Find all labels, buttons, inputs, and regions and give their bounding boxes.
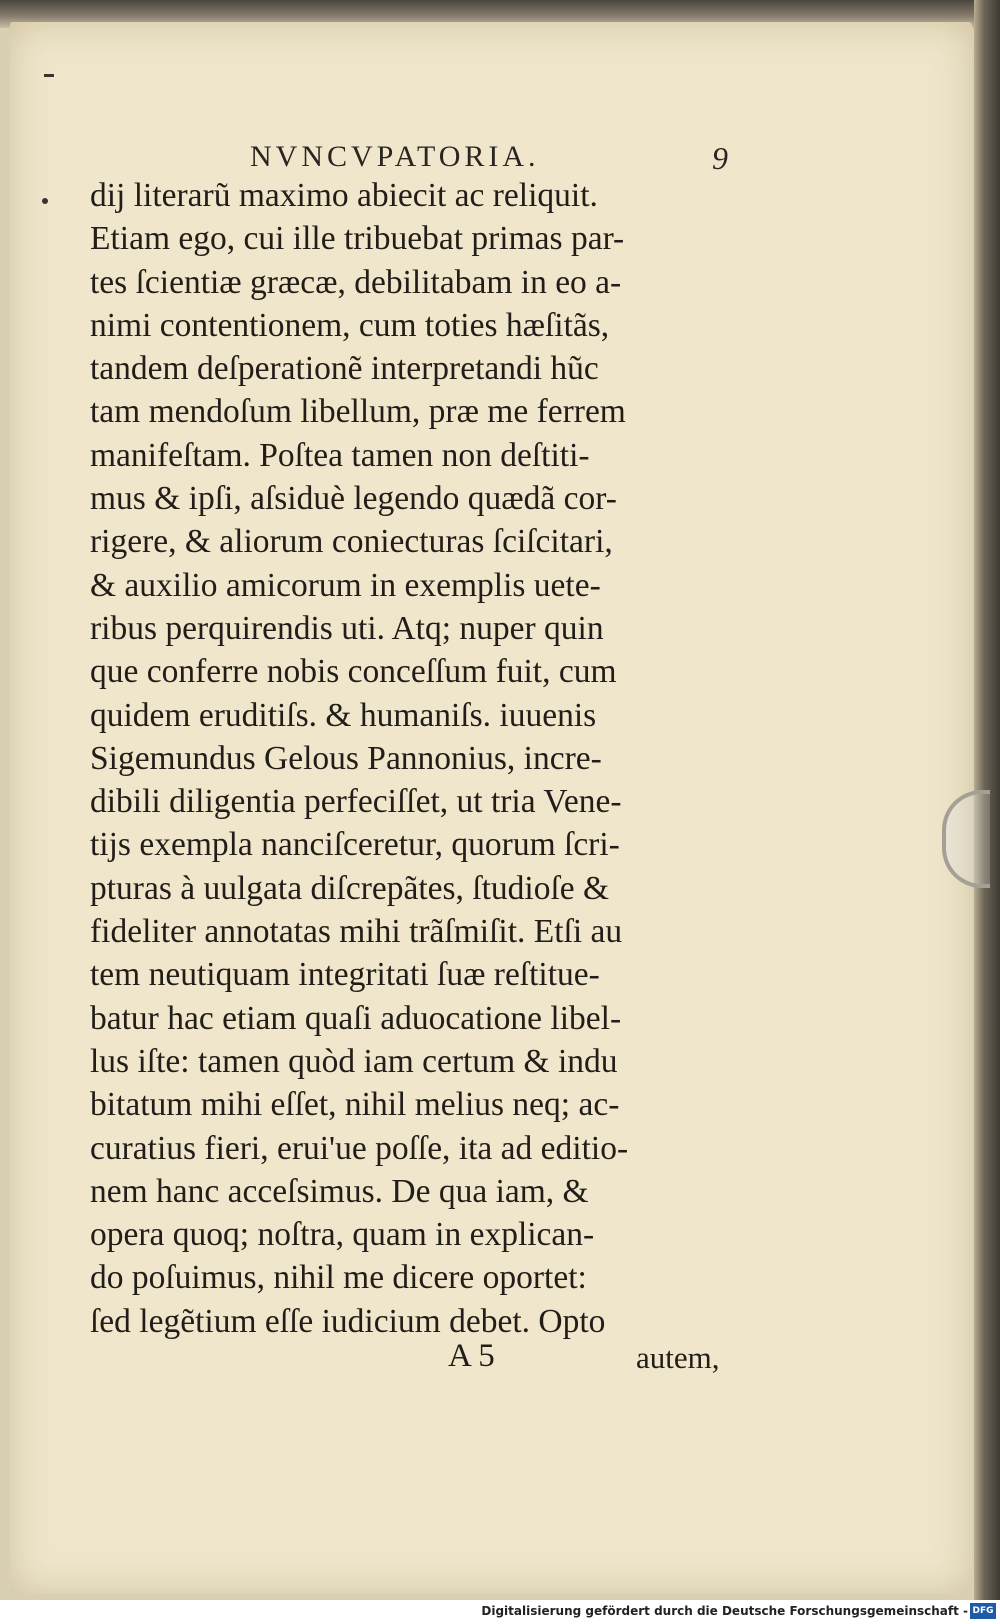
text-line: do poſuimus, nihil me dicere oportet: <box>90 1259 587 1297</box>
body-text <box>90 174 750 1343</box>
dfg-logo: DFG <box>970 1603 996 1619</box>
text-line: rigere, & aliorum coniecturas ſciſcitari, <box>90 523 613 561</box>
text-line: curatius fieri, erui'ue poſſe, ita ad editio- <box>90 1129 629 1167</box>
text-line: dij literarũ maximo abiecit ac reliquit. <box>90 177 598 214</box>
text-line: nem hanc acceſsimus. De qua iam, & <box>90 1172 589 1210</box>
footer-bar <box>0 1600 1000 1624</box>
text-line: ribus perquirendis uti. Atq; nuper quin <box>90 609 604 647</box>
folio-number: 9 <box>712 140 728 176</box>
text-line: tandem deſperationẽ interpretandi hũc <box>90 350 599 388</box>
text-line: fideliter annotatas mihi trãſmiſit. Etſi au <box>90 913 623 951</box>
text-line: ſed legẽtium eſſe iudicium debet. Opto <box>90 1302 606 1340</box>
text-line: nimi contentionem, cum toties hæſitãs, <box>90 306 610 344</box>
text-line: tem neutiquam integritati ſuæ reſtitue- <box>90 956 600 994</box>
text-line: mus & ipſi, aſsiduè legendo quædã cor- <box>90 480 617 518</box>
text-line: pturas à uulgata diſcrepãtes, ſtudioſe & <box>90 869 610 907</box>
text-line: tam mendoſum libellum, præ me ferrem <box>90 393 626 431</box>
margin-mark <box>44 74 54 77</box>
digitization-credit: Digitalisierung gefördert durch die Deutsche Forschungsgemeinschaft - <box>481 1604 968 1618</box>
text-line: lus iſte: tamen quòd iam certum & indu <box>90 1042 618 1080</box>
text-line: bitatum mihi eſſet, nihil melius neq; ac- <box>90 1086 620 1124</box>
text-line: quidem eruditiſs. & humaniſs. iuuenis <box>90 696 597 734</box>
text-line: que conferre nobis conceſſum fuit, cum <box>90 653 617 691</box>
text-line: tijs exempla nanciſceretur, quorum ſcri- <box>90 826 620 864</box>
margin-mark <box>42 198 48 204</box>
text-line: opera quoq; noſtra, quam in explican- <box>90 1216 595 1254</box>
text-line: & auxilio amicorum in exemplis uete- <box>90 566 601 604</box>
catchword: autem, <box>636 1340 720 1375</box>
text-line: batur hac etiam quaſi aduocatione libel- <box>90 999 622 1037</box>
running-head: NVNCVPATORIA. <box>250 140 540 173</box>
text-line: Sigemundus Gelous Pannonius, incre- <box>90 739 602 777</box>
text-line: dibili diligentia perfeciſſet, ut tria Vene- <box>90 783 622 821</box>
text-line: tes ſcientiæ græcæ, debilitabam in eo a- <box>90 263 622 301</box>
signature-mark: A 5 <box>448 1338 495 1374</box>
text-line: manifeſtam. Poſtea tamen non deſtiti- <box>90 436 590 474</box>
text-line: Etiam ego, cui ille tribuebat primas par- <box>90 220 625 258</box>
